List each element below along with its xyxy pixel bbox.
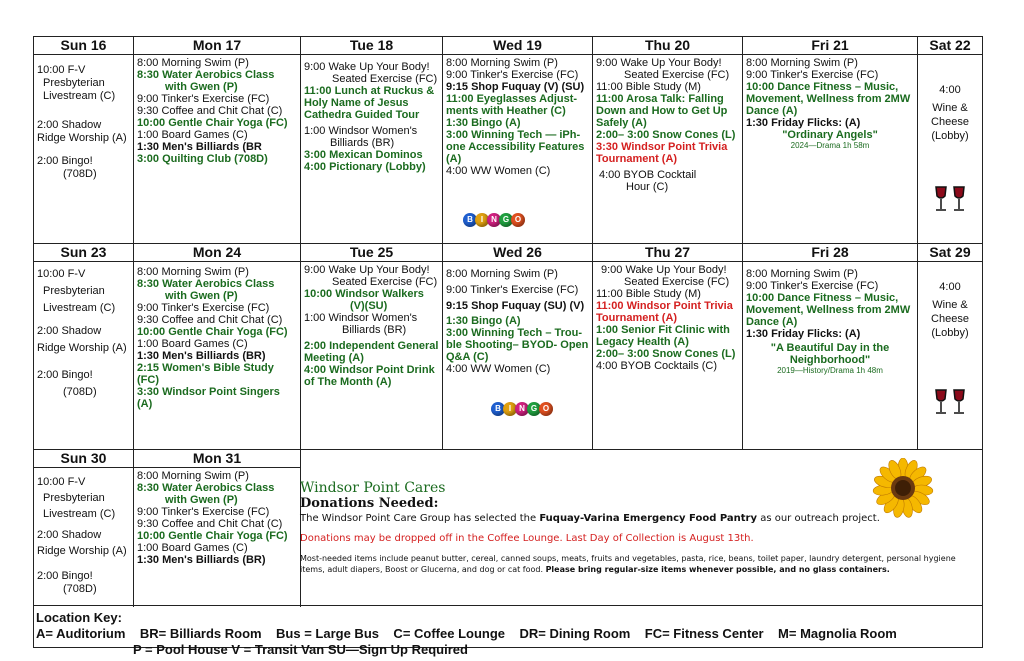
event: 1:00 Windsor Women's: [304, 312, 418, 324]
event: 10:00 Gentle Chair Yoga (FC): [137, 117, 288, 129]
event: 2:00 Shadow: [37, 325, 102, 337]
event: 10:00 F-V: [37, 64, 86, 76]
cares-line1-c: as our outreach project.: [757, 513, 880, 524]
event: Dance (A): [746, 316, 798, 328]
bingo-ball: G: [527, 402, 541, 416]
event: 8:00 Morning Swim (P): [446, 57, 558, 69]
event: Wine &: [932, 299, 968, 311]
cares-title: Windsor Point Cares: [300, 480, 446, 496]
event: Dance (A): [746, 105, 798, 117]
event: 1:30 Bingo (A): [446, 315, 521, 327]
bingo-ball: G: [499, 213, 513, 227]
event: (V)(SU): [350, 300, 388, 312]
event: 10:00 F-V: [37, 476, 86, 488]
event: 2:00 Shadow: [37, 529, 102, 541]
event: 3:30 Windsor Point Singers (A): [137, 386, 280, 410]
event: 4:00: [939, 281, 961, 293]
event: ments with Heather (C): [446, 105, 566, 117]
day-cell-sat-29: [918, 244, 982, 449]
event: Ridge Worship (A): [37, 132, 127, 144]
event: 9:30 Coffee and Chit Chat (C): [137, 105, 283, 117]
day-cell-wed-19: [443, 37, 592, 243]
event: Presbyterian: [43, 77, 105, 89]
event: 1:30 Men's Billiards (BR): [137, 554, 266, 566]
event: Tournament (A): [596, 312, 678, 324]
event: Livestream (C): [43, 90, 116, 102]
event: 9:00 Tinker's Exercise (FC): [446, 284, 579, 296]
event: 10:00 Dance Fitness – Music,: [746, 292, 899, 304]
bingo-balls-icon: [465, 213, 525, 227]
bingo-ball: B: [463, 213, 477, 227]
day-header: Mon 24: [134, 244, 300, 262]
event: Seated Exercise (FC): [332, 73, 438, 85]
event: 9:00 Wake Up Your Body!: [304, 61, 430, 73]
event: Movement, Wellness from 2MW: [746, 304, 911, 316]
event: Down and How to Get Up: [596, 105, 728, 117]
event: 1:00 Board Games (C): [137, 542, 248, 554]
event: 8:30 Water Aerobics Class: [137, 482, 275, 494]
event: Ridge Worship (A): [37, 342, 127, 354]
event: 2:00 Shadow: [37, 119, 102, 131]
event: Presbyterian: [43, 285, 105, 297]
event: Ridge Worship (A): [37, 545, 127, 557]
movie-title: "Ordinary Angels": [782, 129, 878, 141]
event: 4:00 WW Women (C): [446, 363, 551, 375]
event: Seated Exercise (FC): [624, 276, 730, 288]
event: 4:00 WW Women (C): [446, 165, 551, 177]
event: 11:00 Bible Study (M): [596, 81, 701, 93]
event: 2:15 Women's Bible Study (FC): [137, 362, 274, 386]
event: 11:00 Windsor Point Trivia: [596, 300, 733, 312]
event: 8:00 Morning Swim (P): [746, 57, 858, 69]
event: 9:00 Wake Up Your Body!: [601, 264, 727, 276]
day-cell-fri-28: [743, 244, 917, 449]
location-key: [34, 605, 982, 657]
event: one Accessibility Features: [446, 141, 585, 153]
event: 9:00 Tinker's Exercise (FC): [137, 302, 270, 314]
event: 9:15 Shop Fuquay (V) (SU): [446, 81, 585, 93]
event: with Gwen (P): [165, 81, 238, 93]
event: Cathedra Guided Tour: [304, 109, 420, 121]
event: 9:30 Coffee and Chit Chat (C): [137, 518, 283, 530]
event: 3:00 Winning Tech — iPh-: [446, 129, 581, 141]
day-header: Tue 25: [301, 244, 442, 262]
event: 10:00 Windsor Walkers: [304, 288, 424, 300]
event: 9:15 Shop Fuquay (SU) (V): [446, 300, 585, 312]
event: Livestream (C): [43, 302, 116, 314]
day-cell-sat-22: [918, 37, 982, 243]
cares-line1-b: Fuquay-Varina Emergency Food Pantry: [539, 513, 758, 524]
event: Tournament (A): [596, 153, 678, 165]
day-cell-tue-25: [301, 244, 442, 449]
day-header: Sun 30: [34, 450, 133, 468]
event: 10:00 Dance Fitness – Music,: [746, 81, 899, 93]
day-cell-fri-21: [743, 37, 917, 243]
event: 10:00 Gentle Chair Yoga (FC): [137, 530, 288, 542]
event: 1:30 Men's Billiards (BR: [137, 141, 262, 153]
event: 9:30 Coffee and Chit Chat (C): [137, 314, 283, 326]
day-header: Sun 23: [34, 244, 133, 262]
event: 8:00 Morning Swim (P): [137, 470, 249, 482]
event: Movement, Wellness from 2MW: [746, 93, 911, 105]
event: 3:00 Quilting Club (708D): [137, 153, 268, 165]
event: with Gwen (P): [165, 290, 238, 302]
day-cell-sun-30: [34, 450, 133, 607]
event: (Lobby): [931, 130, 969, 142]
event: 1:00 Windsor Women's: [304, 125, 418, 137]
event: 9:00 Tinker's Exercise (FC): [746, 69, 879, 81]
event: 1:30 Men's Billiards (BR): [137, 350, 266, 362]
movie-title: "A Beautiful Day in the: [770, 342, 890, 354]
day-header: Thu 20: [593, 37, 742, 55]
event: Presbyterian: [43, 492, 105, 504]
day-header: Mon 17: [134, 37, 300, 55]
wine-glasses-icon: [932, 384, 968, 420]
event: 3:30 Windsor Point Trivia: [596, 141, 728, 153]
event: 11:00 Eyeglasses Adjust-: [446, 93, 578, 105]
event: Wine &: [932, 102, 968, 114]
day-header: Wed 26: [443, 244, 592, 262]
day-header: Wed 19: [443, 37, 592, 55]
event: 8:00 Morning Swim (P): [137, 266, 249, 278]
day-cell-wed-26: [443, 244, 592, 449]
event: Livestream (C): [43, 508, 116, 520]
bingo-ball: I: [475, 213, 489, 227]
event: 1:00 Senior Fit Clinic with: [596, 324, 730, 336]
event: 2:00 Bingo!: [37, 570, 93, 582]
day-cell-mon-17: [134, 37, 300, 243]
day-header: Fri 28: [743, 244, 917, 262]
event: (708D): [63, 168, 97, 180]
day-header: Sat 22: [918, 37, 982, 55]
event: 3:00 Winning Tech – Trou-: [446, 327, 582, 339]
event: 10:00 F-V: [37, 268, 86, 280]
location-key-label: Location Key:: [36, 610, 122, 625]
day-cell-mon-24: [134, 244, 300, 449]
event: 11:00 Lunch at Ruckus &: [304, 85, 435, 97]
bingo-ball: O: [539, 402, 553, 416]
event: Meeting (A): [304, 352, 364, 364]
event: with Gwen (P): [165, 494, 238, 506]
event: Legacy Health (A): [596, 336, 689, 348]
cares-line3-b: Please bring regular-size items whenever possible, and no glass containers.: [545, 565, 890, 574]
movie-info: 2019—History/Drama 1h 48m: [777, 366, 883, 375]
event: 11:00 Bible Study (M): [596, 288, 701, 300]
event: 9:00 Tinker's Exercise (FC): [137, 506, 270, 518]
day-cell-sun-16: [34, 37, 133, 243]
day-cell-mon-31: [134, 450, 300, 607]
event: 9:00 Tinker's Exercise (FC): [746, 280, 879, 292]
event: 2:00– 3:00 Snow Cones (L): [596, 129, 736, 141]
event: 9:00 Wake Up Your Body!: [596, 57, 722, 69]
day-header: Tue 18: [301, 37, 442, 55]
event: 2:00 Bingo!: [37, 369, 93, 381]
event: Holy Name of Jesus: [304, 97, 409, 109]
event: 2:00 Independent General: [304, 340, 439, 352]
event: Cheese: [931, 116, 969, 128]
event: 10:00 Gentle Chair Yoga (FC): [137, 326, 288, 338]
bingo-ball: N: [487, 213, 501, 227]
day-cell-thu-20: [593, 37, 742, 243]
event: Safely (A): [596, 117, 647, 129]
day-header: Sun 16: [34, 37, 133, 55]
wine-glasses-icon: [932, 181, 968, 217]
event: 8:00 Morning Swim (P): [746, 268, 858, 280]
event: 1:30 Bingo (A): [446, 117, 521, 129]
bingo-ball: B: [491, 402, 505, 416]
movie-title: Neighborhood": [789, 354, 871, 366]
event: 11:00 Arosa Talk: Falling: [596, 93, 724, 105]
cares-subtitle: Donations Needed:: [300, 496, 439, 511]
event: Seated Exercise (FC): [624, 69, 730, 81]
day-header: Mon 31: [134, 450, 300, 468]
bingo-ball: N: [515, 402, 529, 416]
event: Billiards (BR): [342, 324, 407, 336]
event: Seated Exercise (FC): [332, 276, 438, 288]
bingo-ball: O: [511, 213, 525, 227]
event: 4:00 BYOB Cocktails (C): [596, 360, 718, 372]
event: 4:00 Windsor Point Drink: [304, 364, 435, 376]
event: 2:00 Bingo!: [37, 155, 93, 167]
event: Q&A (C): [446, 351, 489, 363]
day-cell-thu-27: [593, 244, 742, 449]
day-cell-sun-23: [34, 244, 133, 449]
event: 9:00 Wake Up Your Body!: [304, 264, 430, 276]
event: 8:00 Morning Swim (P): [137, 57, 249, 69]
event: 8:00 Morning Swim (P): [446, 268, 558, 280]
event: 1:00 Board Games (C): [137, 338, 248, 350]
event: (A): [446, 153, 462, 165]
event: Billiards (BR): [330, 137, 395, 149]
cares-line3-a: Most-needed items include peanut butter, cereal, canned soups, meats, fruits and vegetables, pasta, rice, beans, toilet paper, laundry detergent, personal hygiene items, adult diapers, Boost or Glucerna, and dog or cat food.: [300, 554, 956, 574]
event: 4:00 Pictionary (Lobby): [304, 161, 426, 173]
event: Cheese: [931, 313, 969, 325]
event: 4:00 BYOB Cocktail: [599, 169, 697, 181]
event: of The Month (A): [304, 376, 392, 388]
bingo-balls-icon: [493, 402, 553, 416]
day-header: Sat 29: [918, 244, 982, 262]
cares-line1-a: The Windsor Point Care Group has selected the: [300, 513, 540, 524]
event: 1:30 Friday Flicks: (A): [746, 117, 861, 129]
event: 1:00 Board Games (C): [137, 129, 248, 141]
movie-info: 2024—Drama 1h 58m: [790, 141, 870, 150]
event: 4:00: [939, 84, 961, 96]
event: 1:30 Friday Flicks: (A): [746, 328, 861, 340]
event: (708D): [63, 386, 97, 398]
event: 8:30 Water Aerobics Class: [137, 278, 275, 290]
sunflower-icon: [860, 458, 946, 518]
event: Hour (C): [626, 181, 669, 193]
day-header: Thu 27: [593, 244, 742, 262]
bingo-ball: I: [503, 402, 517, 416]
day-cell-tue-18: [301, 37, 442, 243]
event: (Lobby): [931, 327, 969, 339]
event: 9:00 Tinker's Exercise (FC): [137, 93, 270, 105]
event: 2:00– 3:00 Snow Cones (L): [596, 348, 736, 360]
day-header: Fri 21: [743, 37, 917, 55]
event: 9:00 Tinker's Exercise (FC): [446, 69, 579, 81]
event: (708D): [63, 583, 97, 595]
event: 8:30 Water Aerobics Class: [137, 69, 275, 81]
cares-line2: Donations may be dropped off in the Coffee Lounge. Last Day of Collection is August 13th.: [300, 533, 754, 544]
event: 3:00 Mexican Dominos: [304, 149, 423, 161]
location-key-row1: A= Auditorium BR= Billiards Room Bus = Large Bus C= Coffee Lounge DR= Dining Room FC= Fitness Center M= Magnolia Room: [36, 626, 897, 641]
event: ble Shooting– BYOD- Open: [446, 339, 589, 351]
location-key-row2: P = Pool House V = Transit Van SU—Sign Up Required: [133, 642, 468, 657]
